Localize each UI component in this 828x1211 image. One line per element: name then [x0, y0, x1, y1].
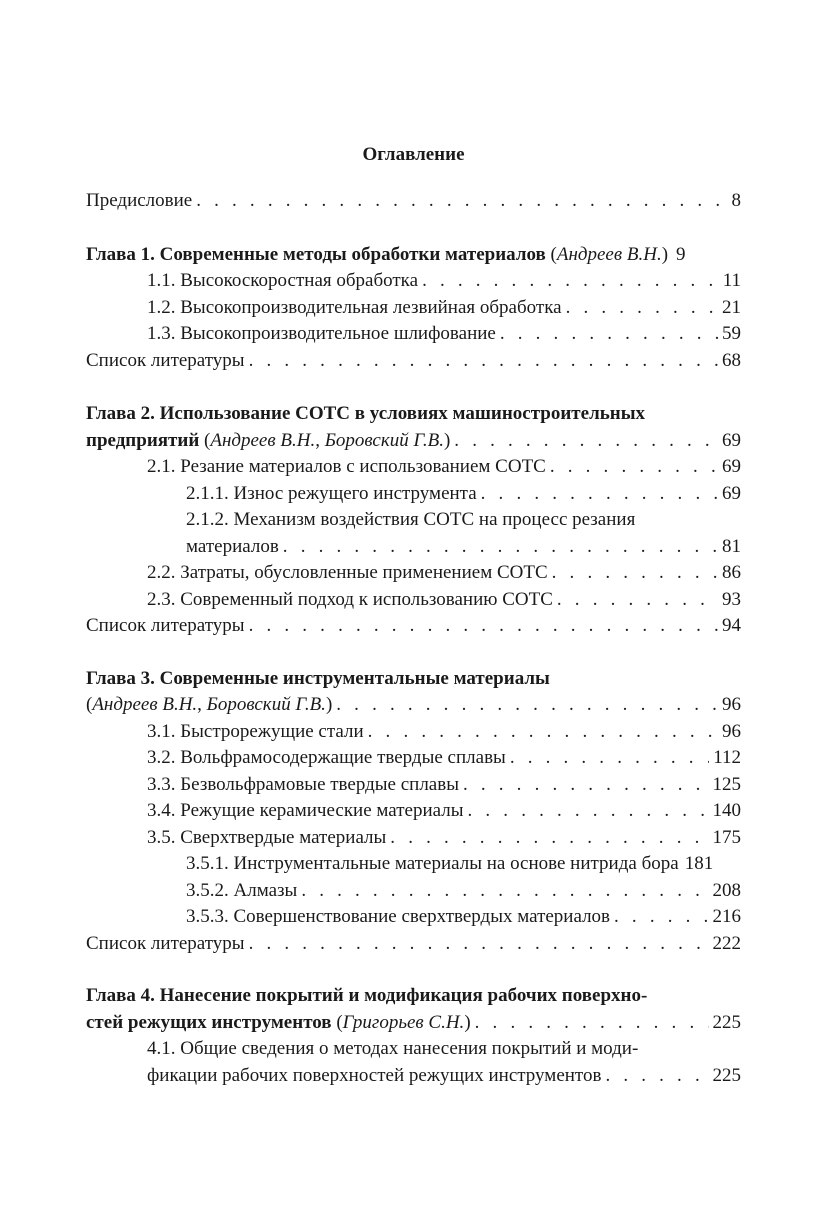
toc-page-number: 96	[722, 694, 741, 715]
dot-leader	[463, 772, 709, 799]
dot-leader	[301, 878, 708, 905]
toc-entry-2-1-2[interactable]	[86, 507, 741, 560]
chapter-title: Глава 4. Нанесение покрытий и модификация рабочих поверхно-	[86, 985, 648, 1006]
chapter-title: Глава 3. Современные инструментальные материалы	[86, 667, 550, 689]
dot-leader	[390, 825, 708, 852]
spacer	[86, 374, 741, 401]
chapter-title-cont: стей режущих инструментов	[86, 1011, 332, 1033]
toc-entry-label-cont: материалов	[186, 535, 279, 557]
toc-page-number: 222	[712, 932, 741, 954]
dot-leader	[566, 295, 718, 322]
toc-entry-1-1[interactable]	[86, 268, 741, 295]
toc-entry-ch3-references[interactable]	[86, 931, 741, 958]
toc-entry-label: 1.2. Высокопроизводительная лезвийная обработка	[147, 296, 562, 318]
toc-entry-label: 1.1. Высокоскоростная обработка	[147, 270, 419, 291]
toc-page-number: 11	[722, 270, 741, 291]
dot-leader	[196, 188, 727, 215]
toc-page-number: 225	[712, 1064, 741, 1086]
toc-entry-3-5-3[interactable]	[86, 904, 741, 931]
dot-leader	[500, 321, 718, 348]
toc-entry-3-5-1[interactable]	[86, 851, 741, 878]
toc-entry-label: 3.2. Вольфрамосодержащие твердые сплавы	[147, 747, 506, 768]
toc-entry-label: 3.5.1. Инструментальные материалы на основе нитрида бора	[186, 853, 679, 874]
toc-entry-label: 3.1. Быстрорежущие стали	[147, 720, 364, 742]
chapter-title: Глава 1. Современные методы обработки материалов	[86, 243, 546, 265]
dot-leader	[552, 560, 718, 587]
toc-entry-label: Предисловие	[86, 190, 193, 211]
toc-page-number: 59	[722, 323, 741, 344]
dot-leader	[510, 745, 709, 772]
toc-page-number: 125	[712, 773, 741, 795]
toc-page-number: 181	[684, 853, 714, 874]
toc-entry-3-5-2[interactable]	[86, 878, 741, 905]
toc-page-number: 21	[722, 296, 741, 318]
toc-entry-3-2[interactable]	[86, 745, 741, 772]
dot-leader	[550, 454, 718, 481]
toc-entry-1-2[interactable]	[86, 295, 741, 322]
toc-entry-label: 2.2. Затраты, обусловленные применением СОТС	[147, 562, 548, 583]
toc-entry-chapter-2[interactable]: Глава 2. Использование СОТС в условиях машиностроительных предприятий (Андреев В.Н., Боровский Г.В.) . . . 69	[86, 401, 741, 454]
toc-page-number: 69	[722, 429, 741, 451]
dot-leader	[605, 1063, 708, 1090]
toc-page-number: 8	[731, 190, 741, 211]
toc-page-number: 225	[712, 1011, 741, 1033]
chapter-author: Боровский Г.В.	[324, 429, 444, 451]
toc-page-number: 208	[712, 879, 741, 901]
toc-entry-2-3[interactable]	[86, 587, 741, 614]
chapter-author: Андреев В.Н.	[210, 429, 316, 451]
dot-leader	[475, 1010, 709, 1037]
spacer	[86, 640, 741, 666]
toc-entry-ch1-references[interactable]	[86, 348, 741, 375]
dot-leader	[283, 534, 718, 561]
chapter-title-cont: предприятий	[86, 429, 200, 451]
toc-entry-label: 1.3. Высокопроизводительное шлифование	[147, 323, 496, 344]
toc-entry-label: 2.1.1. Износ режущего инструмента	[186, 482, 477, 504]
toc-entry-3-1[interactable]	[86, 719, 741, 746]
dot-leader	[249, 348, 718, 375]
toc-entry-label: 3.5. Сверхтвердые материалы	[147, 826, 387, 848]
toc-entry-chapter-4[interactable]: Глава 4. Нанесение покрытий и модификация рабочих поверхно- стей режущих инструментов (Григорьев С.Н.) . . . 225	[86, 983, 741, 1036]
spacer	[86, 957, 741, 983]
toc-page-number: 9	[676, 243, 686, 265]
dot-leader	[336, 692, 718, 719]
chapter-author: Андреев В.Н.	[92, 694, 198, 715]
toc-entry-4-1[interactable]	[86, 1036, 741, 1089]
toc-entry-chapter-3[interactable]: Глава 3. Современные инструментальные материалы (Андреев В.Н., Боровский Г.В.) . . . 96	[86, 666, 741, 719]
toc-entry-label: 2.1.2. Механизм воздействия СОТС на процесс резания	[186, 509, 636, 530]
toc-page-number: 175	[712, 826, 741, 848]
dot-leader	[422, 268, 719, 295]
toc-entry-label: 3.4. Режущие керамические материалы	[147, 800, 464, 821]
toc-entry-label: Список литературы	[86, 932, 245, 954]
toc-entry-label: Список литературы	[86, 349, 245, 371]
toc-entry-preface[interactable]	[86, 188, 741, 215]
toc-entry-1-3[interactable]	[86, 321, 741, 348]
toc-entry-label: 2.3. Современный подход к использованию СОТС	[147, 588, 553, 610]
toc-page-number: 93	[722, 588, 741, 610]
toc-page-number: 69	[722, 456, 741, 477]
toc-entry-2-1-1[interactable]	[86, 481, 741, 508]
toc-page-number: 140	[712, 800, 741, 821]
page-title: Оглавление	[362, 144, 465, 165]
dot-leader	[249, 931, 709, 958]
spacer	[86, 215, 741, 242]
toc-entry-2-1[interactable]	[86, 454, 741, 481]
toc-entry-3-4[interactable]	[86, 798, 741, 825]
table-of-contents	[86, 188, 741, 1089]
toc-entry-ch2-references[interactable]	[86, 613, 741, 640]
toc-entry-label-cont: фикации рабочих поверхностей режущих инструментов	[147, 1064, 602, 1086]
toc-entry-label: 3.5.3. Совершенствование сверхтвердых материалов	[186, 906, 611, 927]
toc-entry-chapter-1[interactable]: Глава 1. Современные методы обработки материалов (Андреев В.Н.) 9	[86, 242, 741, 269]
toc-entry-label: Список литературы	[86, 615, 245, 636]
toc-entry-label: 3.3. Безвольфрамовые твердые сплавы	[147, 773, 459, 795]
toc-page-number: 68	[722, 349, 741, 371]
toc-entry-label: 4.1. Общие сведения о методах нанесения покрытий и моди-	[147, 1038, 639, 1059]
toc-page-number: 112	[713, 747, 741, 768]
dot-leader	[249, 613, 718, 640]
toc-page-number: 96	[722, 720, 741, 742]
toc-entry-3-5[interactable]	[86, 825, 741, 852]
toc-entry-2-2[interactable]	[86, 560, 741, 587]
toc-entry-label: 3.5.2. Алмазы	[186, 879, 298, 901]
chapter-title: Глава 2. Использование СОТС в условиях машиностроительных	[86, 403, 646, 424]
chapter-author: Боровский Г.В.	[206, 694, 326, 715]
dot-leader	[557, 587, 718, 614]
toc-page-number: 94	[722, 615, 741, 636]
dot-leader	[468, 798, 709, 825]
toc-page-number: 86	[722, 562, 741, 583]
chapter-authors: Григорьев С.Н.	[342, 1011, 465, 1033]
toc-entry-label: 2.1. Резание материалов с использованием СОТС	[147, 456, 546, 477]
dot-leader	[454, 428, 718, 455]
chapter-authors: Андреев В.Н.	[556, 243, 662, 265]
toc-page-number: 81	[722, 535, 741, 557]
toc-page-number: 69	[722, 482, 741, 504]
toc-page-number: 216	[712, 906, 741, 927]
dot-leader	[614, 904, 708, 931]
dot-leader	[481, 481, 718, 508]
toc-entry-3-3[interactable]	[86, 772, 741, 799]
dot-leader	[368, 719, 718, 746]
